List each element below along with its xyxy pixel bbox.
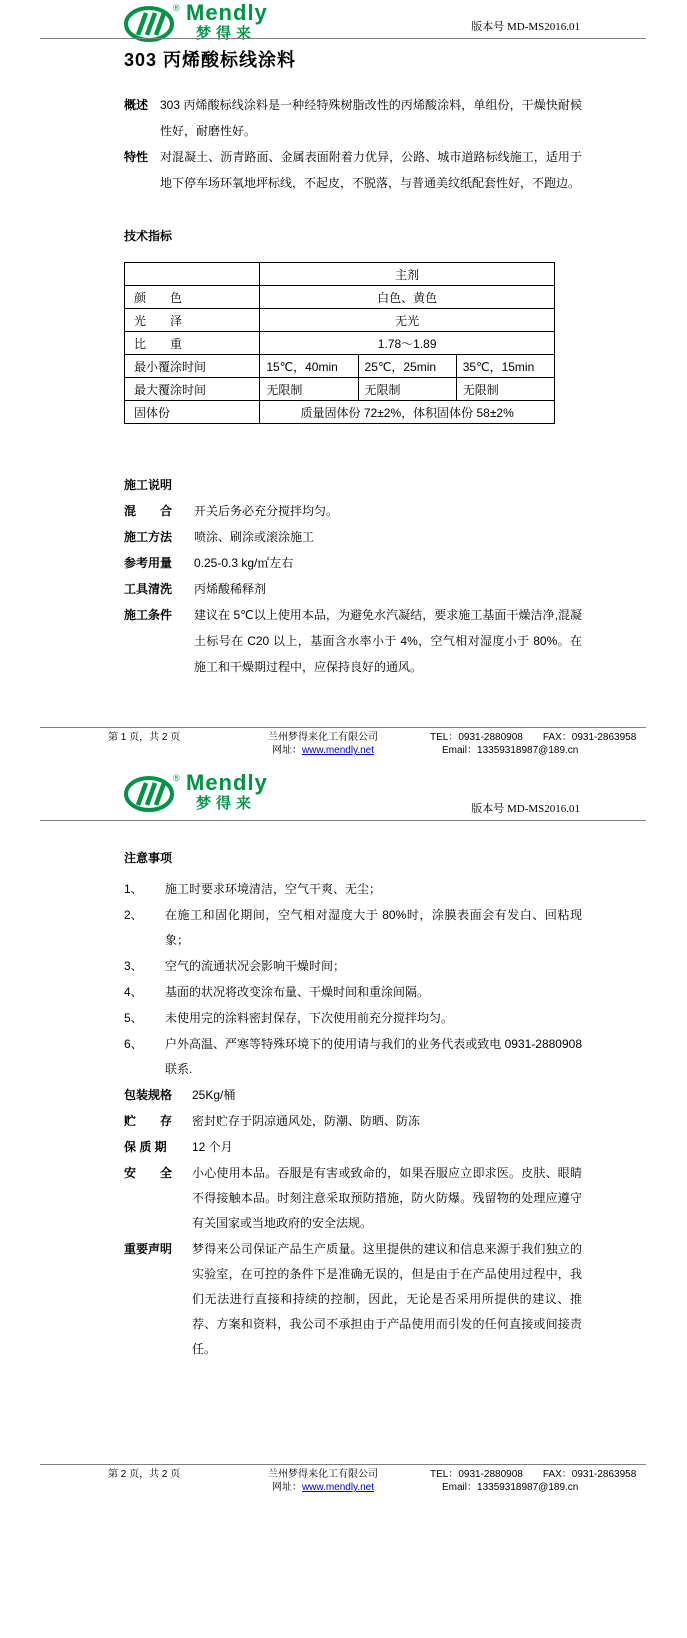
info-item-shelf-life <box>124 1135 582 1160</box>
info-label: 包装规格 <box>124 1088 173 1102</box>
company-name: 兰州梦得来化工有限公司 <box>268 1469 378 1480</box>
table-row <box>125 378 555 401</box>
table-row <box>125 355 555 378</box>
footer-contact-block <box>418 731 646 757</box>
info-item-safety <box>124 1161 582 1236</box>
construction-item-method <box>124 524 582 550</box>
note-number: 2、 <box>124 908 143 922</box>
logo-text <box>186 772 268 811</box>
spec-table <box>124 262 555 424</box>
email-address: Email：13359318987@189.cn <box>442 745 579 756</box>
footer-page1 <box>40 727 646 757</box>
row-label-solids: 固体份 <box>125 401 260 424</box>
note-number: 6、 <box>124 1037 143 1051</box>
note-item <box>124 954 582 979</box>
overview-section <box>124 92 582 144</box>
company-logo <box>124 772 268 814</box>
info-label: 重要声明 <box>124 1242 173 1256</box>
row-label-min-recoat: 最小覆涂时间 <box>125 355 260 378</box>
version-label: 版本号 MD-MS2016.01 <box>471 21 580 33</box>
page-number: 第 2 页，共 2 页 <box>108 1469 181 1480</box>
table-row <box>125 401 555 424</box>
overview-text: 303 丙烯酸标线涂料是一种经特殊树脂改性的丙烯酸涂料，单组份，干燥快耐候性好，耐磨性好。 <box>160 98 582 138</box>
construction-item-conditions <box>124 602 582 680</box>
fax-number: FAX：0931-2863958 <box>542 732 637 743</box>
footer-contact-block <box>418 1468 646 1494</box>
registered-mark: ® <box>173 3 180 13</box>
row-value-density: 1.78～1.89 <box>260 332 555 355</box>
page-number: 第 1 页，共 2 页 <box>108 732 181 743</box>
construction-label: 工具清洗 <box>124 582 173 596</box>
construction-heading: 施工说明 <box>124 478 173 492</box>
website-label: 网址： <box>271 745 302 756</box>
construction-label: 混 合 <box>124 504 173 518</box>
note-number: 3、 <box>124 959 143 973</box>
company-name: 兰州梦得来化工有限公司 <box>268 732 378 743</box>
table-row <box>125 263 555 286</box>
row-label-density: 比 重 <box>125 332 260 355</box>
note-number: 1、 <box>124 882 143 896</box>
header-rule <box>40 820 646 821</box>
info-text: 密封贮存于阴凉通风处，防潮、防晒、防冻 <box>192 1114 421 1128</box>
table-row <box>125 309 555 332</box>
info-label: 贮 存 <box>124 1114 173 1128</box>
info-text: 25Kg/桶 <box>192 1088 236 1102</box>
note-text: 施工时要求环境清洁，空气干爽、无尘； <box>165 882 382 896</box>
page2-content <box>124 846 582 1363</box>
table-row <box>125 286 555 309</box>
note-text: 空气的流通状况会影响干燥时间； <box>165 959 346 973</box>
construction-label: 参考用量 <box>124 556 173 570</box>
page-title: 303 丙烯酸标线涂料 <box>124 50 297 70</box>
info-item-packaging <box>124 1083 582 1108</box>
row-value-solids: 质量固体份 72±2%，体积固体份 58±2% <box>260 401 555 424</box>
registered-mark: ® <box>173 773 180 783</box>
construction-item-cleaning <box>124 576 582 602</box>
info-text: 12 个月 <box>192 1140 233 1154</box>
note-item <box>124 903 582 953</box>
website-label: 网址： <box>271 1482 302 1493</box>
construction-text: 0.25-0.3 kg/㎡左右 <box>194 556 294 570</box>
notes-heading: 注意事项 <box>124 851 173 865</box>
construction-text: 喷涂、刷涂或滚涂施工 <box>194 530 315 544</box>
header-rule <box>40 38 646 39</box>
tel-number: TEL：0931-2880908 <box>430 732 523 743</box>
brand-name-en: Mendly <box>186 0 268 25</box>
row-value-gloss: 无光 <box>260 309 555 332</box>
website-link[interactable]: www.mendly.net <box>301 745 375 756</box>
construction-label: 施工方法 <box>124 530 173 544</box>
info-text: 小心使用本品。吞服是有害或致命的，如果吞服应立即求医。皮肤、眼睛不得接触本品。时刻注意采取预防措施，防火防爆。残留物的处理应遵守有关国家或当地政府的安全法规。 <box>192 1166 582 1230</box>
construction-section <box>124 472 582 680</box>
max-recoat-35c: 无限制 <box>456 378 554 401</box>
version-label: 版本号 MD-MS2016.01 <box>471 803 580 815</box>
min-recoat-35c: 35℃，15min <box>456 355 554 378</box>
note-item <box>124 877 582 902</box>
min-recoat-15c: 15℃，40min <box>260 355 358 378</box>
table-header-main: 主剂 <box>260 263 555 286</box>
website-link[interactable]: www.mendly.net <box>301 1482 375 1493</box>
row-label-max-recoat: 最大覆涂时间 <box>125 378 260 401</box>
info-text: 梦得来公司保证产品生产质量。这里提供的建议和信息来源于我们独立的实验室，在可控的条件下是准确无误的，但是由于在产品使用过程中，我们无法进行直接和持续的控制，因此，无论是否采用所提供的建议、推荐、方案和资料，我公司不承担由于产品使用而引发的任何直接或间接责任。 <box>192 1242 582 1356</box>
note-number: 5、 <box>124 1011 143 1025</box>
construction-text: 丙烯酸稀释剂 <box>194 582 267 596</box>
row-value-color: 白色、黄色 <box>260 286 555 309</box>
note-number: 4、 <box>124 985 143 999</box>
info-item-storage <box>124 1109 582 1134</box>
overview-label: 概述 <box>124 98 149 112</box>
row-label-gloss: 光 泽 <box>125 309 260 332</box>
tech-specs-heading: 技术指标 <box>124 229 173 243</box>
fax-number: FAX：0931-2863958 <box>542 1469 637 1480</box>
note-item <box>124 1006 582 1031</box>
features-text: 对混凝土、沥青路面、金属表面附着力优异，公路、城市道路标线施工，适用于地下停车场环氧地坪标线，不起皮，不脱落，与普通美纹纸配套性好，不跑边。 <box>160 150 582 190</box>
construction-item-mixing <box>124 498 582 524</box>
construction-text: 建议在 5℃以上使用本品，为避免水汽凝结，要求施工基面干燥洁净,混凝土标号在 C20 以上，基面含水率小于 4%，空气相对湿度小于 80%。在施工和干燥期过程中，应保持良好的通风。 <box>194 608 582 674</box>
max-recoat-15c: 无限制 <box>260 378 358 401</box>
features-label: 特性 <box>124 150 149 164</box>
construction-label: 施工条件 <box>124 608 173 622</box>
note-text: 未使用完的涂料密封保存，下次使用前充分搅拌均匀。 <box>165 1011 454 1025</box>
note-text: 基面的状况将改变涂布量、干燥时间和重涂间隔。 <box>165 985 430 999</box>
table-corner-cell <box>125 263 260 286</box>
construction-item-coverage <box>124 550 582 576</box>
note-item <box>124 1032 582 1082</box>
footer-company-block <box>228 731 418 757</box>
info-label: 安 全 <box>124 1166 173 1180</box>
table-row <box>125 332 555 355</box>
email-address: Email：13359318987@189.cn <box>442 1482 579 1493</box>
construction-text: 开关后务必充分搅拌均匀。 <box>194 504 339 518</box>
note-item <box>124 980 582 1005</box>
footer-company-block <box>228 1468 418 1494</box>
brand-name-en: Mendly <box>186 770 268 795</box>
row-label-color: 颜 色 <box>125 286 260 309</box>
note-text: 户外高温、严寒等特殊环境下的使用请与我们的业务代表或致电 0931-2880908 联系. <box>165 1037 582 1076</box>
tel-number: TEL：0931-2880908 <box>430 1469 523 1480</box>
note-text: 在施工和固化期间，空气相对湿度大于 80%时，涂膜表面会有发白、回粘现象； <box>165 908 582 947</box>
brand-name-cn: 梦得来 <box>196 25 257 42</box>
logo-text <box>186 2 268 41</box>
footer-page2 <box>40 1464 646 1494</box>
info-label: 保 质 期 <box>124 1140 167 1154</box>
info-item-disclaimer <box>124 1237 582 1362</box>
mendly-logo-icon <box>124 772 182 814</box>
brand-name-cn: 梦得来 <box>196 795 257 812</box>
max-recoat-25c: 无限制 <box>358 378 456 401</box>
features-section <box>124 144 582 196</box>
min-recoat-25c: 25℃，25min <box>358 355 456 378</box>
